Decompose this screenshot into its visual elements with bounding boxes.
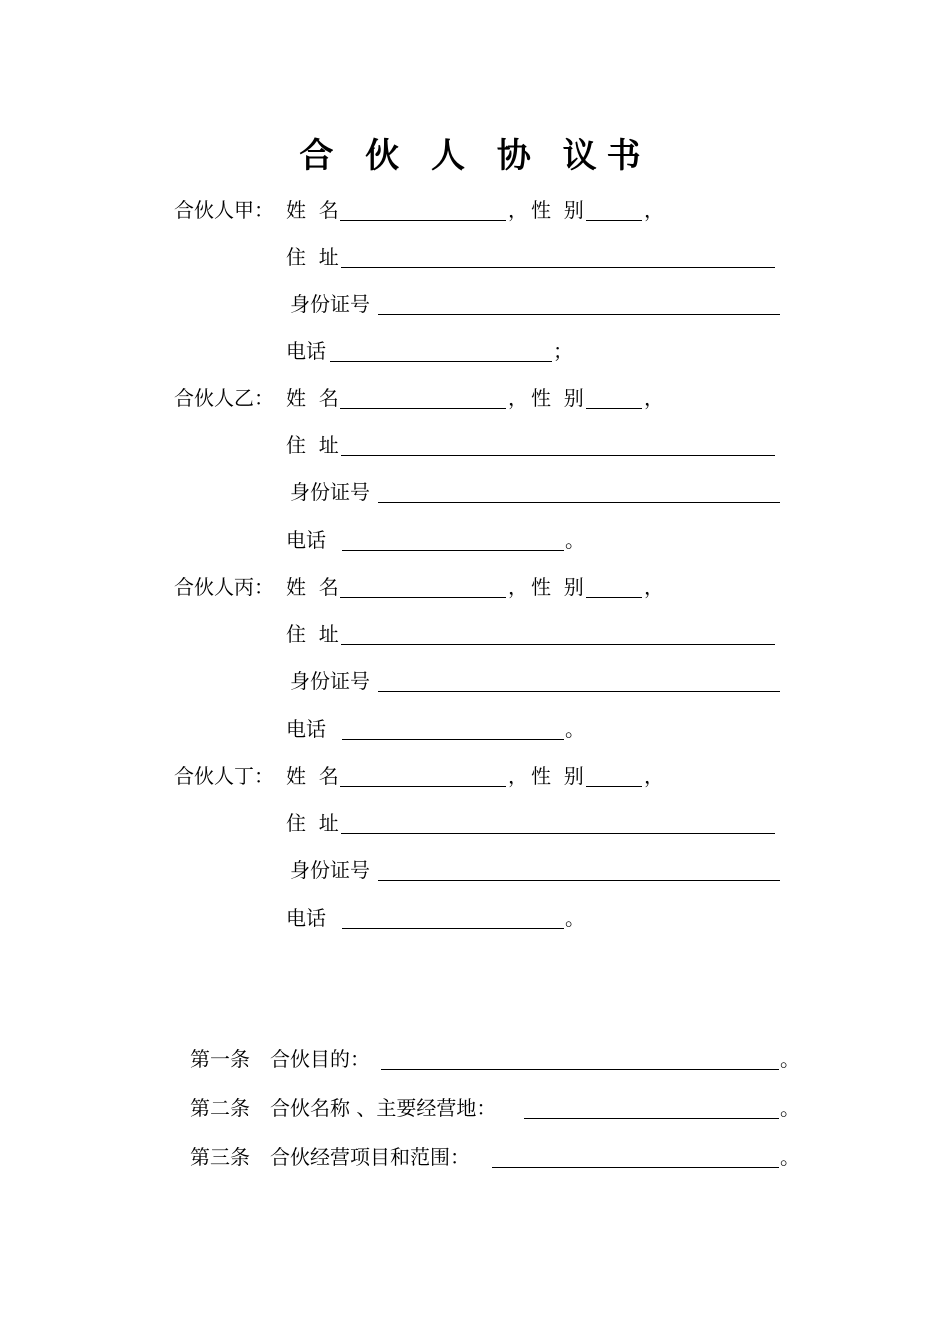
- id-number-blank-line: [378, 880, 780, 881]
- partner-d-name-row: [174, 761, 694, 791]
- partner-a-name-row: [174, 195, 694, 225]
- gender-blank-line: [586, 408, 642, 409]
- id-number-label: 身份证号: [290, 292, 370, 316]
- name-label: 姓 名: [286, 386, 339, 410]
- partner-a-id-row: [290, 289, 790, 319]
- comma: ，: [508, 575, 528, 599]
- address-label: 住 址: [286, 245, 339, 269]
- partner-d-id-row: [290, 855, 790, 885]
- partner-c-phone-row: [286, 714, 596, 744]
- article-2-row: [190, 1093, 810, 1123]
- partner-b-phone-row: [286, 525, 596, 555]
- address-label: 住 址: [286, 811, 339, 835]
- period: 。: [565, 717, 585, 741]
- comma: ，: [644, 764, 664, 788]
- address-label: 住 址: [286, 433, 339, 457]
- phone-blank-line: [342, 550, 564, 551]
- partner-label: 合伙人丁：: [174, 764, 274, 788]
- article-number: 第一条: [190, 1047, 250, 1071]
- id-number-label: 身份证号: [290, 858, 370, 882]
- partner-d-address-row: [286, 808, 786, 838]
- address-blank-line: [341, 833, 775, 834]
- name-label: 姓 名: [286, 198, 339, 222]
- period: 。: [780, 1145, 800, 1169]
- article-1-row: [190, 1044, 810, 1074]
- id-number-blank-line: [378, 314, 780, 315]
- name-blank-line: [340, 786, 506, 787]
- partner-b-name-row: [174, 383, 694, 413]
- document-title: 合 伙 人 协 议书: [299, 136, 651, 176]
- partner-a-phone-row: [286, 336, 586, 366]
- name-label: 姓 名: [286, 575, 339, 599]
- name-blank-line: [340, 597, 506, 598]
- phone-label: 电话: [286, 339, 326, 363]
- article-text: 合伙目的：: [270, 1047, 370, 1071]
- article-text: 合伙经营项目和范围：: [270, 1145, 470, 1169]
- partner-c-address-row: [286, 619, 786, 649]
- id-number-label: 身份证号: [290, 669, 370, 693]
- gender-label: 性 别: [531, 575, 584, 599]
- phone-blank-line: [342, 928, 564, 929]
- phone-blank-line: [330, 361, 552, 362]
- id-number-blank-line: [378, 502, 780, 503]
- address-blank-line: [341, 267, 775, 268]
- gender-blank-line: [586, 220, 642, 221]
- comma: ，: [644, 386, 664, 410]
- article-number: 第三条: [190, 1145, 250, 1169]
- semicolon: ；: [553, 339, 573, 363]
- comma: ，: [508, 198, 528, 222]
- phone-label: 电话: [286, 717, 326, 741]
- gender-label: 性 别: [531, 198, 584, 222]
- article-text: 合伙名称 、主要经营地：: [270, 1096, 497, 1120]
- partner-c-id-row: [290, 666, 790, 696]
- name-blank-line: [340, 220, 506, 221]
- partner-label: 合伙人丙：: [174, 575, 274, 599]
- period: 。: [565, 906, 585, 930]
- id-number-label: 身份证号: [290, 480, 370, 504]
- id-number-blank-line: [378, 691, 780, 692]
- gender-label: 性 别: [531, 386, 584, 410]
- partner-d-phone-row: [286, 903, 596, 933]
- article-blank-line: [492, 1167, 779, 1168]
- phone-blank-line: [342, 739, 564, 740]
- period: 。: [780, 1047, 800, 1071]
- partner-label: 合伙人甲：: [174, 198, 274, 222]
- partner-label: 合伙人乙：: [174, 386, 274, 410]
- comma: ，: [644, 575, 664, 599]
- period: 。: [780, 1096, 800, 1120]
- article-number: 第二条: [190, 1096, 250, 1120]
- phone-label: 电话: [286, 906, 326, 930]
- comma: ，: [508, 386, 528, 410]
- address-blank-line: [341, 455, 775, 456]
- name-blank-line: [340, 408, 506, 409]
- partner-a-address-row: [286, 242, 786, 272]
- gender-blank-line: [586, 786, 642, 787]
- comma: ，: [508, 764, 528, 788]
- partner-c-name-row: [174, 572, 694, 602]
- article-3-row: [190, 1142, 810, 1172]
- name-label: 姓 名: [286, 764, 339, 788]
- address-label: 住 址: [286, 622, 339, 646]
- period: 。: [565, 528, 585, 552]
- phone-label: 电话: [286, 528, 326, 552]
- article-blank-line: [524, 1118, 779, 1119]
- gender-label: 性 别: [531, 764, 584, 788]
- article-blank-line: [381, 1069, 779, 1070]
- partner-b-address-row: [286, 430, 786, 460]
- gender-blank-line: [586, 597, 642, 598]
- partner-b-id-row: [290, 477, 790, 507]
- address-blank-line: [341, 644, 775, 645]
- comma: ，: [644, 198, 664, 222]
